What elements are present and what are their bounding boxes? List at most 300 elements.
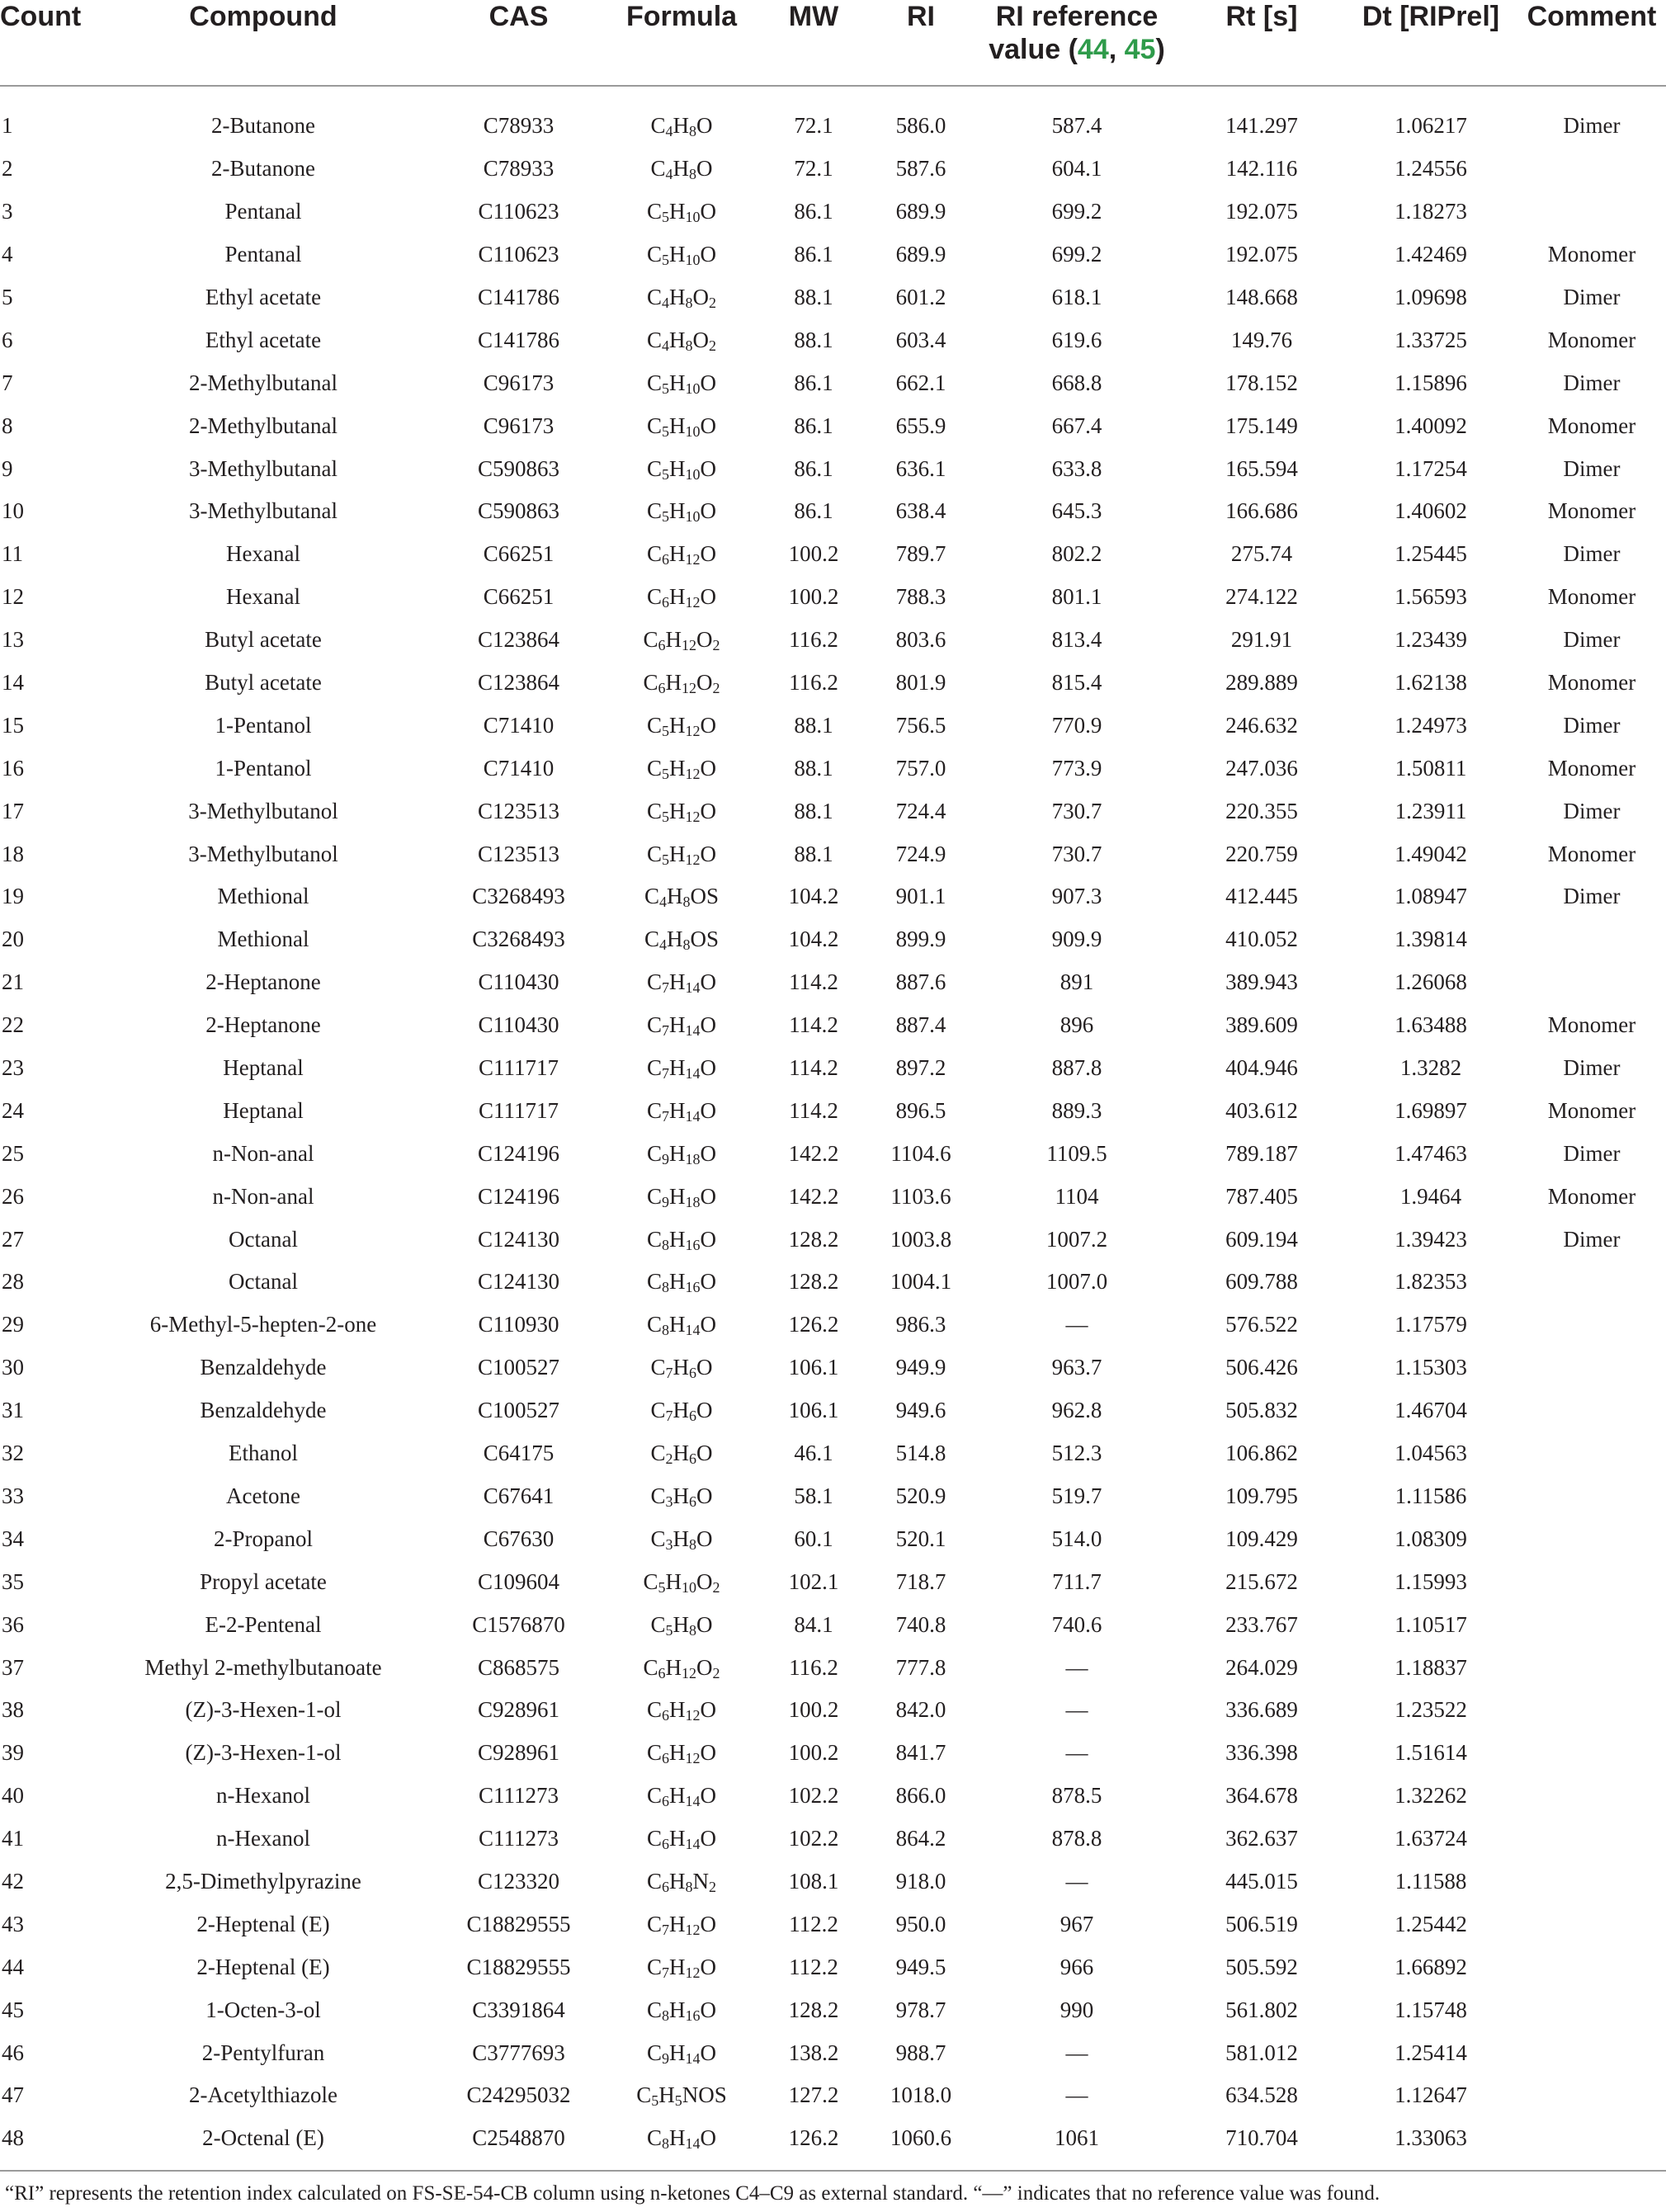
cell-ri-reference: 891: [1060, 969, 1094, 995]
formula-element: O: [696, 670, 713, 696]
table-row: [0, 1732, 1666, 1775]
cell-rt: 505.832: [1225, 1398, 1298, 1423]
cell-dt: 1.66892: [1395, 1954, 1467, 1979]
cell-mw: 112.2: [789, 1954, 838, 1979]
cell-dt: 1.10517: [1395, 1611, 1467, 1637]
cell-comment: Dimer: [1563, 712, 1621, 738]
cell-compound: 2-Pentylfuran: [201, 2040, 325, 2065]
formula-element: H: [665, 1654, 682, 1680]
cell-ri-reference: —: [1065, 1312, 1088, 1337]
formula-subscript: 5: [658, 1578, 666, 1596]
formula-element: H: [669, 1783, 686, 1809]
formula-element: C: [636, 2082, 652, 2108]
formula-element: C: [644, 927, 659, 952]
cell-formula: [603, 1047, 760, 1090]
cell-formula: [603, 1175, 760, 1218]
formula-element: C: [643, 1568, 658, 1594]
cell-ri-reference: 699.2: [1051, 199, 1102, 224]
cell-rt: 220.355: [1225, 798, 1298, 823]
cell-cas: C71410: [483, 712, 555, 738]
cell-ri-reference: 633.8: [1051, 455, 1102, 481]
formula-element: C: [646, 1226, 662, 1252]
formula-subscript: 4: [659, 894, 667, 911]
cell-ri-reference: —: [1065, 1740, 1088, 1766]
cell-ri-reference: 963.7: [1051, 1355, 1102, 1380]
cell-count: 7: [2, 370, 13, 395]
cell-cas: C67641: [483, 1483, 555, 1508]
cell-ri: 777.8: [895, 1654, 946, 1680]
formula-subscript: 10: [682, 1578, 696, 1596]
cell-count: 46: [2, 2040, 24, 2065]
cell-dt: 1.63488: [1395, 1012, 1467, 1038]
cell-count: 17: [2, 798, 24, 823]
formula-subscript: 6: [662, 1707, 669, 1724]
cell-mw: 100.2: [788, 1740, 839, 1766]
cell-mw: 142.2: [788, 1140, 839, 1166]
table-row: [0, 86, 1666, 148]
cell-mw: 114.2: [789, 969, 838, 995]
formula-element: H: [669, 1183, 686, 1209]
cell-cas: C123513: [477, 841, 559, 866]
cell-ri-reference: 909.9: [1051, 927, 1102, 952]
cell-compound: 1-Pentanol: [215, 712, 312, 738]
cell-ri-reference: 813.4: [1051, 627, 1102, 653]
cell-dt: 1.15896: [1395, 370, 1467, 395]
citation-link-45[interactable]: 45: [1124, 34, 1156, 65]
cell-formula: [603, 318, 760, 361]
table-row: [0, 1218, 1666, 1261]
cell-ri-reference: —: [1065, 2040, 1088, 2065]
formula-element: C: [646, 1312, 662, 1337]
cell-ri: 864.2: [895, 1826, 946, 1851]
formula-subscript: 8: [682, 894, 691, 911]
formula-element: O: [700, 1911, 716, 1936]
cell-count: 4: [2, 242, 13, 267]
cell-count: 43: [2, 1911, 24, 1936]
formula-element: C: [643, 670, 658, 696]
cell-formula: [603, 490, 760, 533]
cell-formula: [603, 1861, 760, 1903]
table-row: [0, 1775, 1666, 1818]
cell-mw: 112.2: [789, 1911, 838, 1936]
cell-dt: 1.15993: [1395, 1568, 1467, 1594]
cell-formula: [603, 86, 760, 148]
cell-ri: 586.0: [895, 113, 946, 139]
cell-mw: 86.1: [794, 498, 833, 524]
cell-ri-reference: —: [1065, 1868, 1088, 1894]
cell-ri: 601.2: [895, 285, 946, 309]
cell-mw: 86.1: [794, 455, 833, 481]
table-row: [0, 533, 1666, 576]
cell-ri-reference: 1007.0: [1045, 1269, 1108, 1295]
cell-rt: 141.297: [1225, 113, 1298, 139]
formula-subscript: 2: [709, 1878, 716, 1895]
cell-compound: E-2-Pentenal: [205, 1611, 322, 1637]
formula-element: H: [669, 199, 686, 224]
cell-count: 27: [2, 1226, 24, 1252]
cell-comment: Dimer: [1563, 541, 1621, 567]
cell-mw: 114.2: [789, 1012, 838, 1038]
cell-formula: [603, 1261, 760, 1304]
cell-dt: 1.39423: [1395, 1226, 1467, 1252]
cell-comment: Dimer: [1563, 370, 1621, 395]
formula-subscript: 14: [685, 1322, 701, 1339]
cell-ri-reference: 878.5: [1051, 1783, 1102, 1809]
formula-element: C: [646, 285, 662, 309]
table-row: [0, 1646, 1666, 1689]
formula-subscript: 2: [709, 337, 716, 354]
cell-formula: [603, 1732, 760, 1775]
cell-formula: [603, 1603, 760, 1646]
cell-cas: C96173: [483, 413, 555, 438]
table-row: [0, 1603, 1666, 1646]
cell-mw: 126.2: [788, 1312, 839, 1337]
table-row: [0, 1261, 1666, 1304]
cell-cas: C3391864: [472, 1997, 565, 2022]
formula-element: C: [646, 370, 662, 395]
formula-subscript: 6: [689, 1365, 696, 1382]
formula-subscript: 12: [682, 1664, 696, 1681]
cell-comment: [1517, 1946, 1666, 1988]
cell-mw: 116.2: [789, 1654, 838, 1680]
cell-mw: 100.2: [788, 541, 839, 567]
cell-count: 10: [2, 498, 24, 524]
cell-count: 16: [2, 755, 24, 781]
formula-subscript: 5: [662, 252, 669, 269]
cell-comment: [1517, 961, 1666, 1004]
formula-element: O: [692, 285, 709, 309]
cell-rt: 506.519: [1225, 1911, 1298, 1936]
cell-comment: [1517, 2074, 1666, 2117]
cell-comment: [1517, 1432, 1666, 1475]
formula-element: C: [643, 1654, 658, 1680]
formula-subscript: 3: [665, 1535, 673, 1553]
cell-rt: 264.029: [1225, 1654, 1298, 1680]
header-ri-reference: [975, 0, 1179, 86]
formula-element: C: [646, 413, 662, 438]
cell-dt: 1.18837: [1395, 1654, 1467, 1680]
formula-subscript: 12: [685, 722, 701, 739]
formula-element: H: [673, 1611, 689, 1637]
cell-cas: C109604: [477, 1568, 559, 1594]
cell-ri-reference: 889.3: [1051, 1097, 1102, 1123]
formula-element: H: [673, 1355, 689, 1380]
citation-link-44[interactable]: 44: [1077, 34, 1109, 65]
formula-element: O: [700, 1740, 716, 1766]
cell-mw: 126.2: [788, 2125, 839, 2151]
cell-ri-reference: 770.9: [1051, 712, 1102, 738]
formula-element: O: [700, 1826, 716, 1851]
cell-compound: 3-Methylbutanal: [189, 455, 337, 481]
table-row: [0, 662, 1666, 705]
formula-element: H: [669, 1954, 686, 1979]
cell-dt: 1.23522: [1395, 1697, 1467, 1723]
cell-rt: 389.609: [1225, 1012, 1298, 1038]
formula-element: C: [644, 884, 659, 909]
cell-cas: C141786: [477, 285, 559, 309]
formula-subscript: 16: [685, 1236, 701, 1253]
table-row: [0, 1304, 1666, 1347]
cell-rt: 404.946: [1225, 1055, 1298, 1081]
table-row: [0, 1517, 1666, 1560]
formula-subscript: 14: [685, 1107, 701, 1125]
cell-comment: Dimer: [1563, 1226, 1621, 1252]
cell-ri-reference: 711.7: [1052, 1568, 1102, 1594]
formula-element: C: [650, 1398, 666, 1423]
cell-ri: 950.0: [895, 1911, 946, 1936]
cell-rt: 275.74: [1230, 541, 1293, 567]
cell-count: 36: [2, 1611, 24, 1637]
formula-element: O: [700, 370, 716, 395]
formula-subscript: 12: [685, 594, 701, 611]
formula-element: H: [669, 1740, 686, 1766]
cell-compound: 3-Methylbutanol: [188, 841, 338, 866]
formula-subscript: 5: [674, 2092, 682, 2110]
cell-ri: 689.9: [895, 242, 946, 267]
formula-element: O: [700, 1783, 716, 1809]
table-row: [0, 276, 1666, 319]
cell-ri-reference: 619.6: [1051, 327, 1102, 352]
cell-ri: 901.1: [895, 884, 946, 909]
cell-ri-reference: 667.4: [1051, 413, 1102, 438]
cell-cas: C3268493: [472, 884, 565, 909]
formula-subscript: 5: [662, 209, 669, 226]
cell-mw: 106.1: [788, 1355, 839, 1380]
cell-count: 32: [2, 1441, 24, 1466]
formula-subscript: 5: [662, 722, 669, 739]
cell-count: 12: [2, 584, 24, 610]
cell-compound: Octanal: [229, 1269, 298, 1295]
formula-subscript: 5: [662, 808, 669, 825]
cell-count: 21: [2, 969, 24, 995]
cell-dt: 1.3282: [1399, 1055, 1462, 1081]
cell-count: 38: [2, 1697, 24, 1723]
cell-compound: 1-Octen-3-ol: [205, 1997, 321, 2022]
cell-dt: 1.18273: [1395, 199, 1467, 224]
formula-element: O: [700, 541, 716, 567]
table-row: [0, 1818, 1666, 1861]
cell-mw: 72.1: [794, 113, 833, 139]
cell-dt: 1.25414: [1395, 2040, 1467, 2065]
cell-comment: [1517, 1304, 1666, 1347]
formula-subscript: 6: [658, 637, 666, 654]
table-row: [0, 361, 1666, 404]
formula-subscript: 8: [685, 1878, 693, 1895]
cell-rt: 609.194: [1225, 1226, 1298, 1252]
cell-ri-reference: 962.8: [1051, 1398, 1102, 1423]
formula-subscript: 12: [685, 765, 701, 782]
cell-ri-reference: —: [1065, 1654, 1088, 1680]
formula-subscript: 12: [682, 680, 696, 697]
cell-ri: 1018.0: [890, 2082, 952, 2108]
cell-cas: C2548870: [472, 2125, 565, 2151]
cell-ri: 689.9: [895, 199, 946, 224]
header-cas: CAS: [434, 0, 603, 86]
formula-subscript: 2: [709, 295, 716, 311]
cell-rt: 412.445: [1225, 884, 1298, 909]
cell-compound: 6-Methyl-5-hepten-2-one: [149, 1312, 377, 1337]
cell-mw: 114.2: [789, 1055, 838, 1081]
formula-subscript: 8: [662, 1279, 669, 1296]
cell-count: 29: [2, 1312, 24, 1337]
formula-element: H: [669, 1997, 686, 2022]
cell-mw: 116.2: [789, 627, 838, 653]
header-compound: Compound: [92, 0, 434, 86]
cell-comment: [1517, 1560, 1666, 1603]
cell-cas: C110430: [478, 1012, 559, 1038]
formula-element: O: [700, 584, 716, 610]
formula-subscript: 5: [651, 2092, 659, 2110]
formula-subscript: 6: [662, 1836, 669, 1853]
table-row: [0, 1988, 1666, 2031]
cell-mw: 88.1: [794, 285, 833, 309]
cell-ri-reference: 967: [1060, 1911, 1094, 1936]
cell-mw: 88.1: [794, 712, 833, 738]
cell-compound: (Z)-3-Hexen-1-ol: [185, 1740, 342, 1766]
formula-element: C: [646, 1826, 662, 1851]
cell-dt: 1.08947: [1395, 884, 1467, 909]
formula-element: O: [700, 1183, 716, 1209]
formula-subscript: 10: [685, 508, 701, 526]
cell-count: 48: [2, 2125, 24, 2151]
cell-ri: 899.9: [895, 927, 946, 952]
table-row: [0, 1089, 1666, 1132]
cell-formula: [603, 1988, 760, 2031]
formula-subscript: 14: [685, 979, 701, 997]
cell-dt: 1.32262: [1395, 1783, 1467, 1809]
cell-cas: C18829555: [466, 1911, 571, 1936]
cell-mw: 128.2: [788, 1226, 839, 1252]
formula-element: O: [700, 1997, 716, 2022]
formula-subscript: 10: [685, 465, 701, 483]
cell-dt: 1.63724: [1395, 1826, 1467, 1851]
formula-element: O: [696, 1398, 713, 1423]
formula-element: H: [669, 712, 686, 738]
cell-rt: 445.015: [1225, 1868, 1298, 1894]
cell-count: 24: [2, 1097, 24, 1123]
cell-comment: Monomer: [1547, 242, 1636, 267]
cell-formula: [603, 447, 760, 490]
formula-element: C: [646, 969, 662, 995]
formula-subscript: 14: [685, 1836, 701, 1853]
cell-count: 2: [2, 156, 13, 182]
header-ri-reference-line2: [975, 33, 1179, 66]
formula-subscript: 18: [685, 1150, 701, 1167]
cell-ri: 520.9: [895, 1483, 946, 1508]
formula-element: O: [700, 1226, 716, 1252]
formula-element: H: [669, 1012, 686, 1038]
cell-comment: Dimer: [1563, 884, 1621, 909]
cell-mw: 86.1: [794, 413, 833, 438]
cell-cas: C64175: [483, 1441, 555, 1466]
formula-element: C: [646, 841, 662, 866]
formula-element: H: [669, 1140, 686, 1166]
table-row: [0, 318, 1666, 361]
cell-ri-reference: 519.7: [1051, 1483, 1102, 1508]
table-row: [0, 1004, 1666, 1047]
formula-element: O: [700, 841, 716, 866]
cell-ri: 638.4: [895, 498, 946, 524]
cell-ri: 803.6: [895, 627, 946, 653]
cell-formula: [603, 1818, 760, 1861]
cell-rt: 787.405: [1225, 1183, 1298, 1209]
cell-ri: 866.0: [895, 1783, 946, 1809]
cell-rt: 274.122: [1225, 584, 1298, 610]
cell-ri: 801.9: [895, 670, 946, 696]
cell-rt: 289.889: [1225, 670, 1298, 696]
formula-element: O: [696, 1568, 713, 1594]
formula-subscript: 5: [662, 765, 669, 782]
formula-element: C: [646, 755, 662, 781]
cell-ri: 1004.1: [890, 1269, 952, 1295]
cell-mw: 102.2: [788, 1826, 839, 1851]
cell-rt: 506.426: [1225, 1355, 1298, 1380]
cell-ri: 740.8: [895, 1611, 946, 1637]
cell-dt: 1.49042: [1395, 841, 1467, 866]
cell-count: 8: [2, 413, 13, 438]
formula-element: H: [667, 927, 683, 952]
cell-rt: 291.91: [1230, 627, 1293, 653]
cell-formula: [603, 1646, 760, 1689]
formula-element: H: [669, 1269, 686, 1295]
formula-element: C: [650, 1441, 666, 1466]
header-ri-reference-separator: ,: [1108, 34, 1125, 65]
cell-comment: [1517, 1988, 1666, 2031]
cell-compound: Benzaldehyde: [200, 1355, 327, 1380]
cell-dt: 1.56593: [1395, 584, 1467, 610]
cell-ri: 718.7: [895, 1568, 946, 1594]
cell-comment: Monomer: [1547, 755, 1636, 781]
cell-formula: [603, 832, 760, 875]
cell-rt: 609.788: [1225, 1269, 1298, 1295]
cell-dt: 1.09698: [1395, 285, 1467, 309]
formula-subscript: 12: [682, 637, 696, 654]
cell-compound: 2-Butanone: [211, 156, 315, 182]
cell-dt: 1.9464: [1399, 1183, 1462, 1209]
formula-element: O: [700, 1312, 716, 1337]
cell-mw: 84.1: [794, 1611, 833, 1637]
header-mw: MW: [760, 0, 867, 86]
cell-mw: 106.1: [788, 1398, 839, 1423]
cell-mw: 104.2: [788, 927, 839, 952]
formula-subscript: 14: [685, 2135, 701, 2153]
cell-cas: C124130: [477, 1269, 559, 1295]
cell-compound: 2-Octenal (E): [202, 2125, 324, 2151]
cell-formula: [603, 191, 760, 233]
cell-mw: 100.2: [788, 584, 839, 610]
cell-ri-reference: 1061: [1055, 2125, 1099, 2151]
formula-subscript: 10: [685, 380, 701, 397]
cell-mw: 142.2: [788, 1183, 839, 1209]
cell-mw: 102.1: [788, 1568, 839, 1594]
cell-ri-reference: 1104: [1055, 1183, 1099, 1209]
formula-subscript: 8: [689, 1535, 696, 1553]
cell-cas: C66251: [483, 584, 555, 610]
formula-element: O: [696, 1483, 713, 1508]
cell-mw: 46.1: [794, 1441, 833, 1466]
cell-cas: C124196: [477, 1140, 559, 1166]
cell-mw: 88.1: [794, 841, 833, 866]
cell-dt: 1.23911: [1395, 798, 1467, 823]
table-row: [0, 576, 1666, 619]
cell-ri: 887.6: [895, 969, 946, 995]
cell-rt: 362.637: [1225, 1826, 1298, 1851]
cell-dt: 1.39814: [1395, 927, 1467, 952]
table-row: [0, 1389, 1666, 1432]
cell-count: 33: [2, 1483, 24, 1508]
cell-rt: 789.187: [1225, 1140, 1298, 1166]
formula-element: C: [646, 541, 662, 567]
